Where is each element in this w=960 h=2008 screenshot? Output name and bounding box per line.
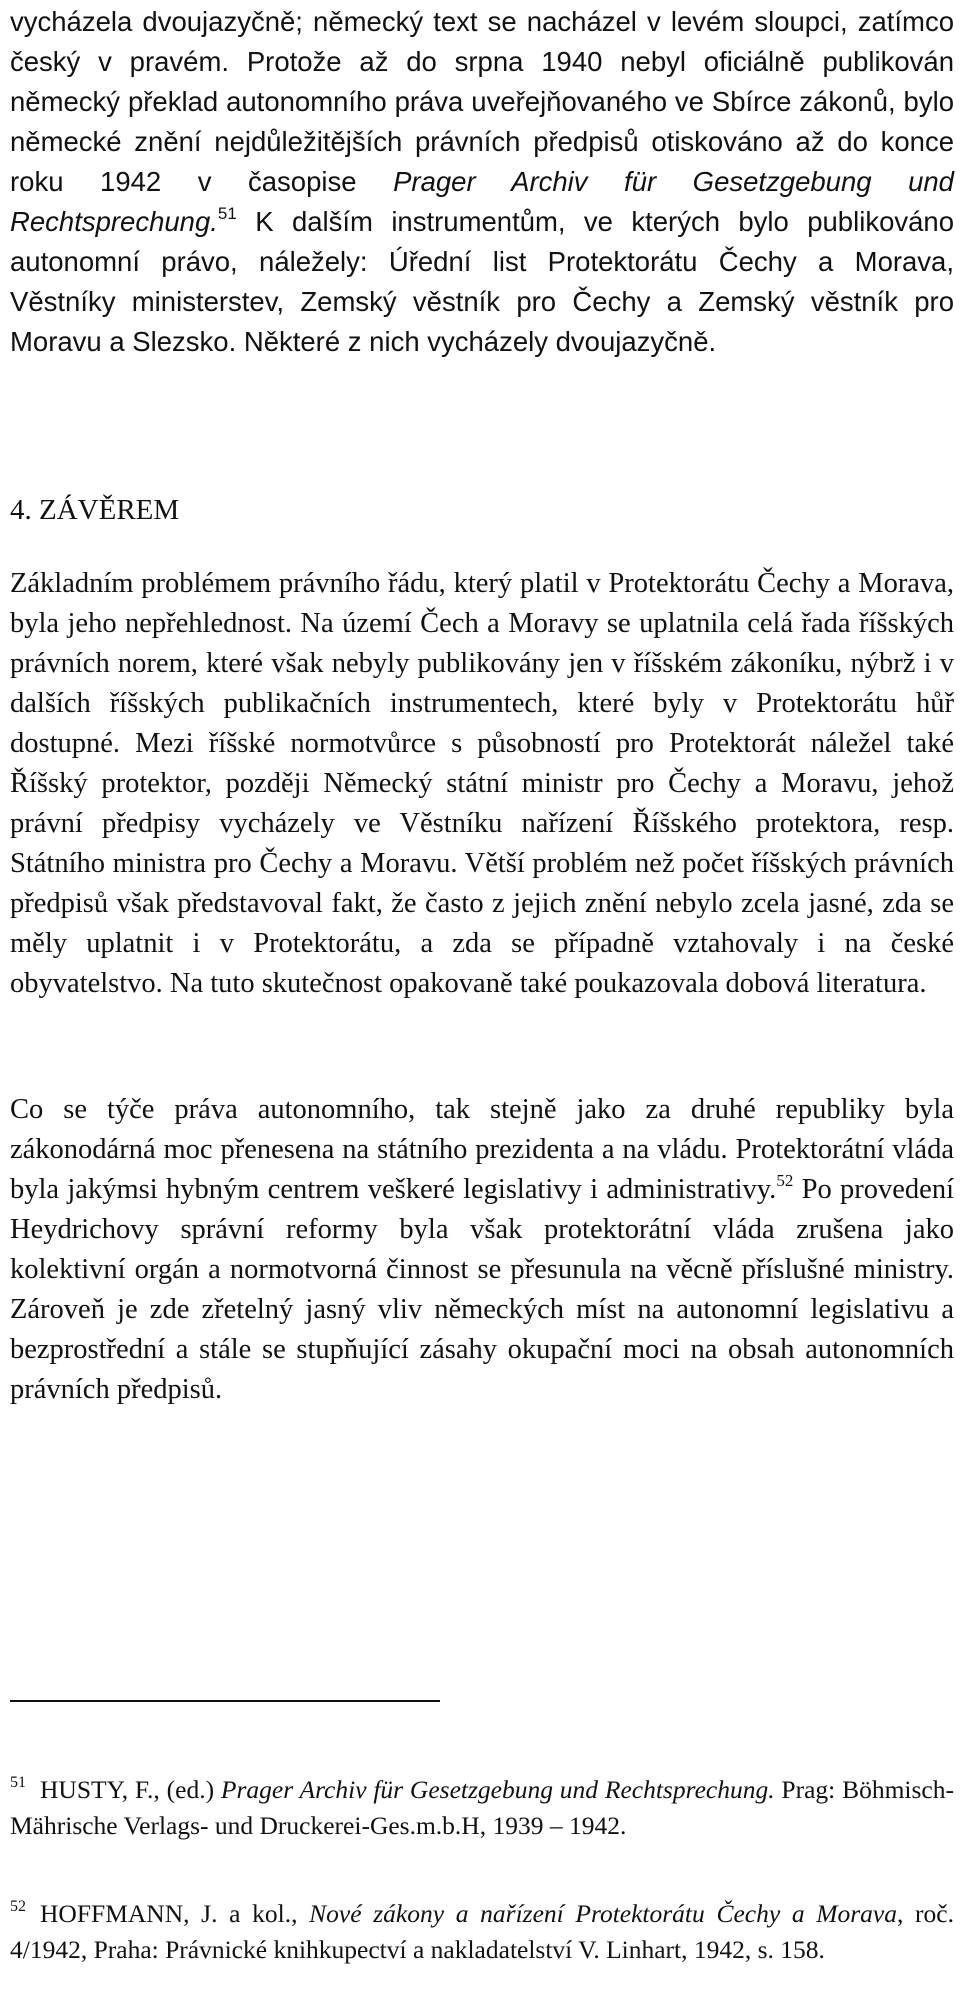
footnote-51 [10,1772,954,1844]
footnote-52 [10,1896,954,1968]
paragraph-publication-instruments [10,2,954,362]
footnote-text-continued: Prag: Böhmisch-Mährische Verlags- und Druckerei-Ges.m.b.H, 1939 – 1942. [10,1775,954,1840]
paragraph-text: Co se týče práva autonomního, tak stejně jako za druhé republiky byla zákonodárná moc přenesena na státního prezidenta a na vládu. Protektorátní vláda byla jakýmsi hybným centrem veškeré legislativy i administrativy. [10,1094,954,1205]
section-heading: 4. ZÁVĚREM [10,494,180,526]
journal-title: Prager Archiv für Gesetzgebung und Rechtsprechung. [10,166,954,237]
footnote-reference-52[interactable]: 52 [776,1171,794,1190]
footnote-text-continued: , roč. 4/1942, Praha: Právnické knihkupectví a nakladatelství V. Linhart, 1942, s. 158. [10,1899,954,1964]
paragraph-text-continued: Po provedení Heydrichovy správní reformy byla však protektorátní vláda zrušena jako kolektivní orgán a normotvorná činnost se přesunula na věcně příslušné ministry. Zároveň je zde zřetelný jasný vliv německých míst na autonomní legislativu a bezprostřední a stále se stupňující zásahy okupační moci na obsah autonomních právních předpisů. [10,1174,954,1405]
paragraph-conclusion: Základním problémem právního řádu, který platil v Protektorátu Čechy a Morava, byla jeho nepřehlednost. Na území Čech a Moravy se uplatnila celá řada říšských právních norem, které však nebyly publikovány jen v říšském zákoníku, nýbrž i v dalších říšských publikačních instrumentech, které byly v Protektorátu hůř dostupné. Mezi říšské normotvůrce s působností pro Protektorát náležel také Říšský protektor, později Německý státní ministr pro Čechy a Moravu, jehož právní předpisy vycházely ve Věstníku nařízení Říšského protektora, resp. Státního ministra pro Čechy a Moravu. Větší problém než počet říšských právních předpisů však představoval fakt, že často z jejich znění nebylo zcela jasné, zda se měly uplatnit i v Protektorátu, a zda se případně vztahovaly i na české obyvatelstvo. Na tuto skutečnost opakovaně také poukazovala dobová literatura. [10,568,954,999]
footnote-number: 52 [10,1898,26,1915]
footnote-text: HOFFMANN, J. a kol., [40,1899,310,1928]
paragraph-text: vycházela dvoujazyčně; německý text se nacházel v levém sloupci, zatímco český v pravém. Protože až do srpna 1940 nebyl oficiálně publikován německý překlad autonomního práva uveřejňovaného ve Sbírce zákonů, bylo německé znění nejdůležitějších právních předpisů otiskováno až do konce roku 1942 v časopise [10,6,954,197]
paragraph-autonomous-law [10,1090,954,1410]
footnote-text: HUSTY, F., (ed.) [40,1775,221,1804]
footnote-reference-51[interactable]: 51 [217,204,237,223]
footnote-title: Nové zákony a nařízení Protektorátu Čechy a Morava [309,1899,897,1928]
paragraph-text-continued: K dalším instrumentům, ve kterých bylo publikováno autonomní právo, náležely: Úřední list Protektorátu Čechy a Morava, Věstníky ministerstev, Zemský věstník pro Čechy a Zemský věstník pro Moravu a Slezsko. Některé z nich vycházely dvoujazyčně. [10,206,954,357]
footnote-number: 51 [10,1774,26,1791]
footnote-separator [10,1700,440,1702]
footnote-title: Prager Archiv für Gesetzgebung und Rechtsprechung. [220,1775,775,1804]
